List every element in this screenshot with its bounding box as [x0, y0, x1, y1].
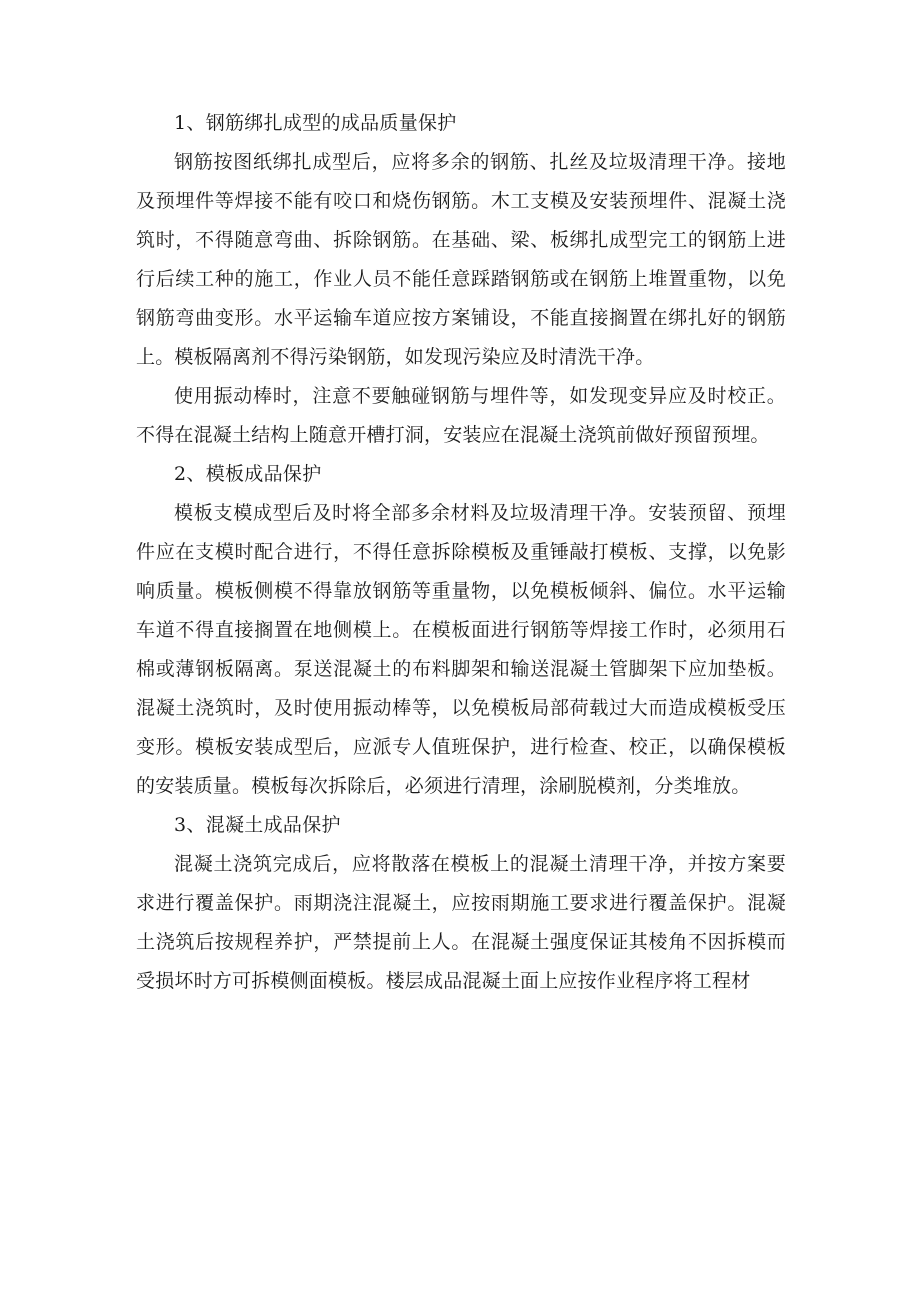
section-1-paragraph-1: 钢筋按图纸绑扎成型后，应将多余的钢筋、扎丝及垃圾清理干净。接地及预埋件等焊接不能有咬口和烧伤钢筋。木工支模及安装预埋件、混凝土浇筑时，不得随意弯曲、拆除钢筋。在基础、梁、板绑扎成型完工的钢筋上进行后续工种的施工，作业人员不能任意踩踏钢筋或在钢筋上堆置重物，以免钢筋弯曲变形。水平运输车道应按方案铺设，不能直接搁置在绑扎好的钢筋上。模板隔离剂不得污染钢筋，如发现污染应及时清洗干净。: [136, 151, 786, 368]
section-heading-3: 3、混凝土成品保护: [174, 814, 341, 836]
document-body: [136, 104, 786, 1001]
section-2-paragraph-1: 模板支模成型后及时将全部多余材料及垃圾清理干净。安装预留、预埋件应在支模时配合进行，不得任意拆除模板及重锤敲打模板、支撑，以免影响质量。模板侧模不得靠放钢筋等重量物，以免模板倾斜、偏位。水平运输车道不得直接搁置在地侧模上。在模板面进行钢筋等焊接工作时，必须用石棉或薄钢板隔离。泵送混凝土的布料脚架和输送混凝土管脚架下应加垫板。混凝土浇筑时，及时使用振动棒等，以免模板局部荷载过大而造成模板受压变形。模板安装成型后，应派专人值班保护，进行检查、校正，以确保模板的安装质量。模板每次拆除后，必须进行清理，涂刷脱模剂，分类堆放。: [136, 502, 786, 797]
section-heading-2: 2、模板成品保护: [174, 463, 322, 485]
section-1-paragraph-2: 使用振动棒时，注意不要触碰钢筋与埋件等，如发现变异应及时校正。不得在混凝土结构上随意开槽打洞，安装应在混凝土浇筑前做好预留预埋。: [136, 385, 786, 446]
section-3-paragraph-1: 混凝土浇筑完成后，应将散落在模板上的混凝土清理干净，并按方案要求进行覆盖保护。雨期浇注混凝土，应按雨期施工要求进行覆盖保护。混凝土浇筑后按规程养护，严禁提前上人。在混凝土强度保证其棱角不因拆模而受损坏时方可拆模侧面模板。楼层成品混凝土面上应按作业程序将工程材: [136, 853, 786, 992]
section-heading-1: 1、钢筋绑扎成型的成品质量保护: [174, 112, 457, 134]
